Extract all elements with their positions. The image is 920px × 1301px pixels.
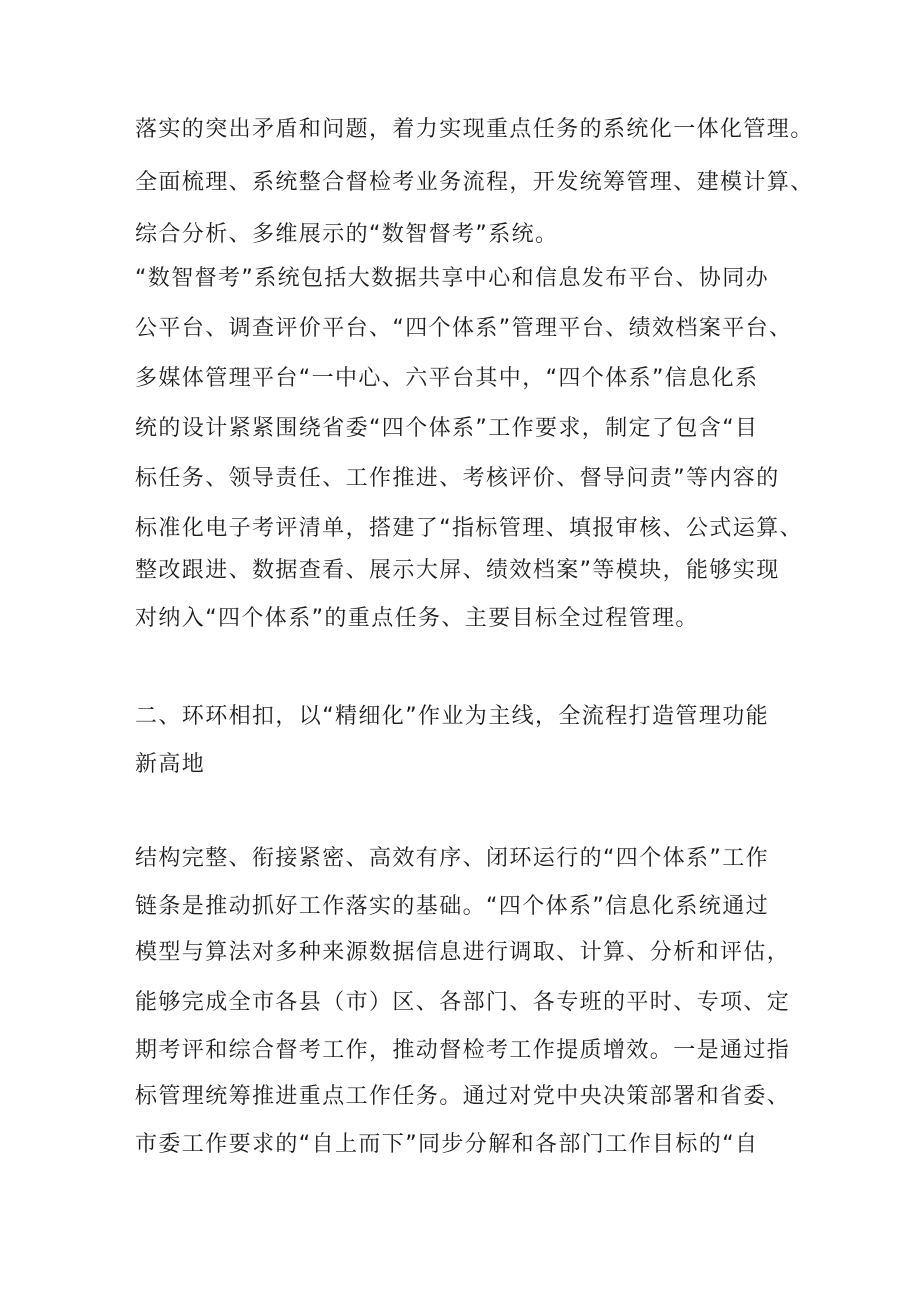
text-line: 对纳入“四个体系”的重点任务、主要目标全过程管理。 xyxy=(135,606,699,631)
text-line: 模型与算法对多种来源数据信息进行调取、计算、分析和评估， xyxy=(135,940,791,965)
text-line: “数智督考”系统包括大数据共享中心和信息发布平台、协同办 xyxy=(135,266,769,291)
section-heading: 新高地 xyxy=(135,752,206,777)
text-line: 结构完整、衔接紧密、高效有序、闭环运行的“四个体系”工作 xyxy=(135,846,769,871)
text-line: 标准化电子考评清单，搭建了“指标管理、填报审核、公式运算、 xyxy=(135,516,803,541)
text-line: 整改跟进、数据查看、展示大屏、绩效档案”等模块，能够实现 xyxy=(135,558,780,583)
section-heading: 二、环环相扣，以“精细化”作业为主线，全流程打造管理功能 xyxy=(135,704,769,729)
text-line: 期考评和综合督考工作，推动督检考工作提质增效。一是通过指 xyxy=(135,1038,791,1063)
text-line: 落实的突出矛盾和问题，着力实现重点任务的系统化一体化管理。 xyxy=(135,117,814,142)
text-line: 标管理统筹推进重点工作任务。通过对党中央决策部署和省委、 xyxy=(135,1084,791,1109)
text-line: 全面梳理、系统整合督检考业务流程，开发统筹管理、建模计算、 xyxy=(135,170,814,195)
text-line: 市委工作要求的“自上而下”同步分解和各部门工作目标的“自 xyxy=(135,1132,759,1157)
text-line: 能够完成全市各县（市）区、各部门、各专班的平时、专项、定 xyxy=(135,990,791,1015)
text-line: 统的设计紧紧围绕省委“四个体系”工作要求，制定了包含“目 xyxy=(135,416,759,441)
text-line: 多媒体管理平台“一中心、六平台其中，“四个体系”信息化系 xyxy=(135,366,759,391)
text-line: 综合分析、多维展示的“数智督考”系统。 xyxy=(135,222,559,247)
text-line: 标任务、领导责任、工作推进、考核评价、督导问责”等内容的 xyxy=(135,466,780,491)
text-line: 链条是推动抓好工作落实的基础。“四个体系”信息化系统通过 xyxy=(135,894,769,919)
text-line: 公平台、调查评价平台、“四个体系”管理平台、绩效档案平台、 xyxy=(135,316,793,341)
